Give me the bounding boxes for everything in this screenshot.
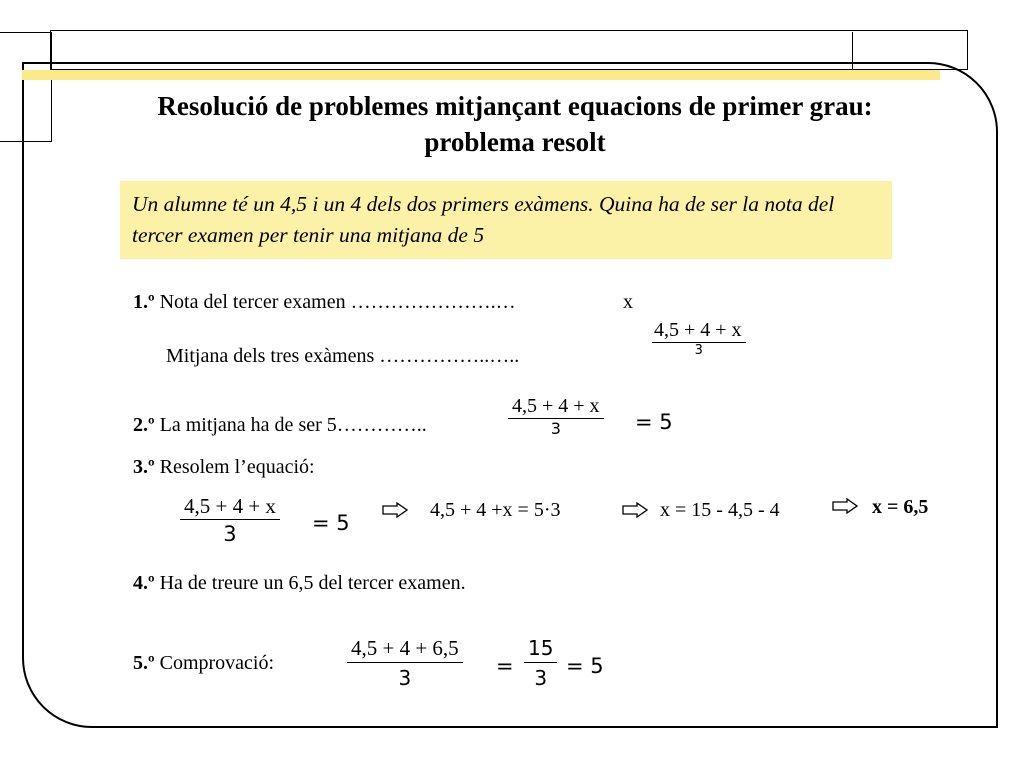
step3-eq2: 4,5 + 4 +x = 5·3 [430,499,561,521]
step2-frac-num: 4,5 + 4 + x [508,394,604,419]
arrow-icon-3 [832,498,858,514]
step2-frac-den: 3 [550,419,561,438]
slide-title: Resolució de problemes mitjançant equacions de primer grau: problema resolt [157,91,873,157]
step5-label: 5.º [133,652,155,674]
step3-rhs: = 5 [312,511,350,535]
step3-fraction [180,493,280,548]
step4-line [133,572,466,595]
step3-result: x = 6,5 [872,496,929,518]
step5-equals: = [496,654,514,678]
step5-rhs: = 5 [566,654,604,678]
arrow-icon-1 [382,502,408,518]
step2-text: La mitjana ha de ser 5………….. [159,414,427,436]
step1-text: Nota del tercer examen ………………….… [159,291,516,313]
step1-label: 1.º [133,291,155,313]
step1-line [133,291,516,314]
step1-frac-num: 4,5 + 4 + x [652,319,746,343]
step1-value: x [623,291,633,313]
step3-frac-num: 4,5 + 4 + x [180,493,280,520]
step3-eq3: x = 15 - 4,5 - 4 [660,499,780,521]
step5-frac2-den: 3 [534,666,548,690]
step5-fraction-1 [347,635,463,693]
arrow-icon-2 [622,502,648,518]
step5-frac2-num: 15 [524,635,557,663]
top-header-divider [52,32,853,70]
step1-fraction [652,319,746,358]
step5-fraction-2 [524,635,557,693]
step3-frac-den: 3 [223,522,237,546]
step5-line [133,652,274,675]
yellow-strip [22,70,940,80]
step5-text: Comprovació: [159,652,275,674]
step5-frac1-den: 3 [398,666,412,690]
step5-frac1-num: 4,5 + 4 + 6,5 [347,635,463,663]
step2-line [133,414,427,437]
step3-line [133,456,315,479]
step4-label: 4.º [133,572,155,594]
step2-rhs: = 5 [635,410,673,434]
step2-label: 2.º [133,414,155,436]
step1-text2: Mitjana dels tres exàmens ……………..….. [166,345,520,367]
step2-fraction [508,394,604,439]
step3-text: Resolem l’equació: [159,456,315,478]
step4-text: Ha de treure un 6,5 del tercer examen. [159,572,466,594]
step1-frac-den: 3 [694,343,703,358]
problem-statement: Un alumne té un 4,5 i un 4 dels dos primers exàmens. Quina ha de ser la nota del tercer examen per tenir una mitjana de 5 [120,181,892,259]
step3-label: 3.º [133,456,155,478]
